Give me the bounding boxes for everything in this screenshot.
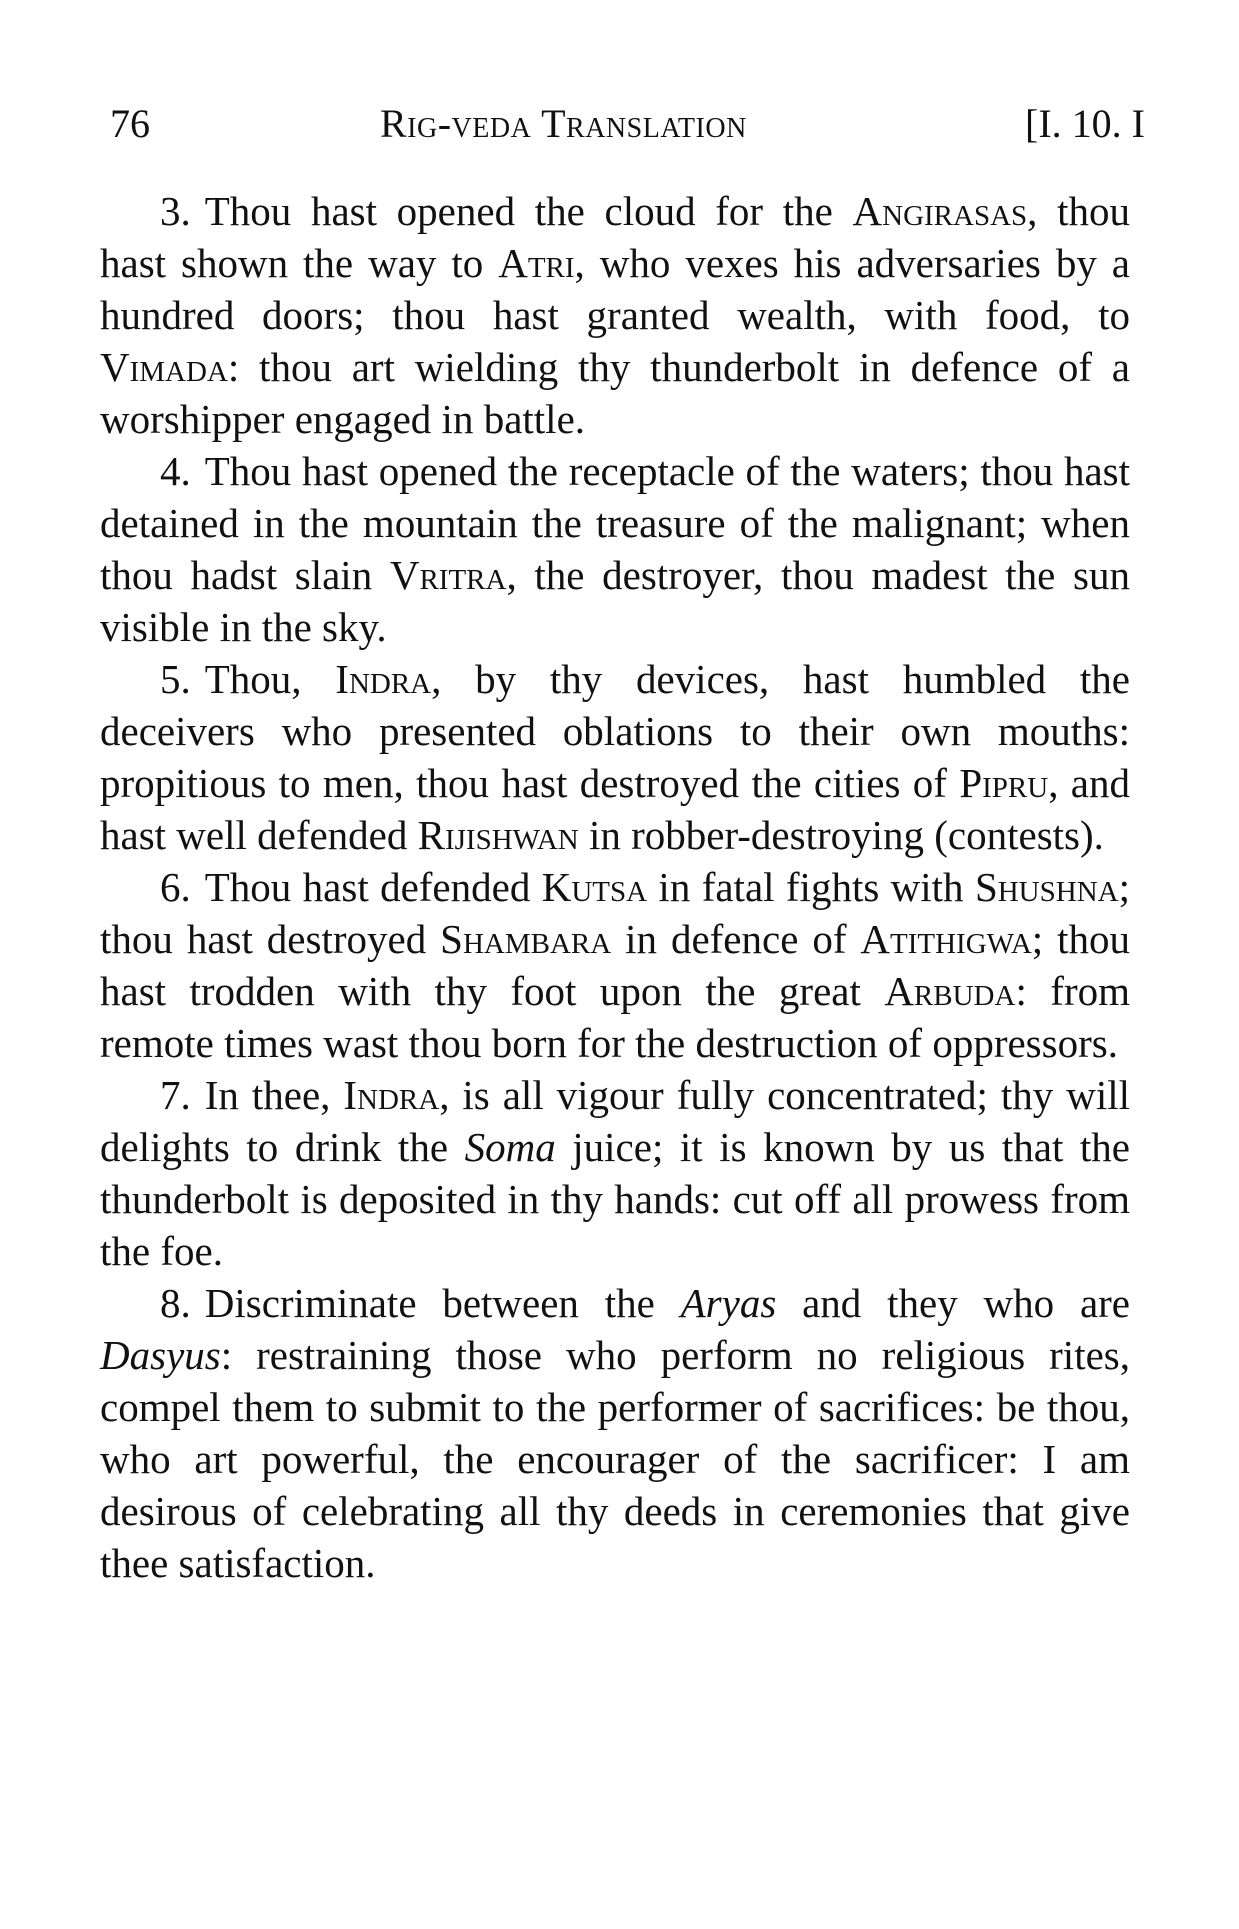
verse-text: Thou hast opened the cloud for the Angirasas, thou hast shown the way to Atri, who vexes his adversaries by a hundred doors; thou hast granted wealth, with food, to Vimada: thou art wielding thy thunderbolt in defence of a worshipper engaged in battle. [100,188,1130,442]
verse-4 [100,445,1130,653]
verse-6 [100,861,1130,1069]
verse-8 [100,1277,1130,1589]
proper-name: Shushna [974,864,1119,910]
verse-number: 7. [160,1072,191,1118]
italic-term: Soma [464,1124,556,1170]
proper-name: Vimada [100,344,228,390]
verse-text: Thou, Indra, by thy devices, hast humbled the deceivers who presented oblations to their own mouths: propitious to men, thou hast destroyed the cities of Pipru, and hast well defended Rijishwan in robber-destroying (contests). [100,656,1131,858]
verse-number: 8. [160,1280,191,1326]
section-reference: [I. 10. I [1025,101,1145,146]
proper-name: Vritra [389,552,507,598]
proper-name: Indra [335,656,432,702]
verse-number: 6. [160,864,191,910]
proper-name: Angirasas [852,188,1028,234]
verse-text: Discriminate between the Aryas and they who are Dasyus: restraining those who perform no religious rites, compel them to submit to the performer of sacrifices: be thou, who art powerful, the encourager of the sacrificer: I am desirous of celebrating all thy deeds in ceremonies that give thee satisfaction. [100,1280,1130,1586]
italic-term: Dasyus [100,1332,221,1378]
proper-name: Kutsa [541,864,648,910]
proper-name: Shambara [440,916,612,962]
verse-text: Thou hast opened the receptacle of the waters; thou hast detained in the mountain the treasure of the malignant; when thou hadst slain Vritra, the destroyer, thou madest the sun visible in the sky. [100,448,1130,650]
proper-name: Pipru [959,760,1049,806]
verse-number: 3. [160,188,191,234]
verse-text: In thee, Indra, is all vigour fully concentrated; thy will delights to drink the Soma juice; it is known by us that the thunderbolt is deposited in thy hands: cut off all prowess from the foe. [100,1072,1130,1274]
proper-name: Atri [498,240,575,286]
verse-5 [100,653,1130,861]
verse-7 [100,1069,1130,1277]
proper-name: Rijishwan [417,812,579,858]
proper-name: Atithigwa [860,916,1032,962]
verse-number: 5. [160,656,191,702]
verse-text: Thou hast defended Kutsa in fatal fights with Shushna; thou hast destroyed Shambara in defence of Atithigwa; thou hast trodden with thy foot upon the great Arbuda: from remote times wast thou born for the destruction of oppressors. [100,864,1130,1066]
proper-name: Indra [343,1072,440,1118]
page-header [110,100,1145,160]
verse-3 [100,185,1130,445]
verse-number: 4. [160,448,191,494]
running-title: Rig-veda Translation [380,101,747,146]
page-number: 76 [110,101,150,146]
verse-text-body [100,185,1130,1589]
italic-term: Aryas [680,1280,777,1326]
proper-name: Arbuda [884,968,1016,1014]
